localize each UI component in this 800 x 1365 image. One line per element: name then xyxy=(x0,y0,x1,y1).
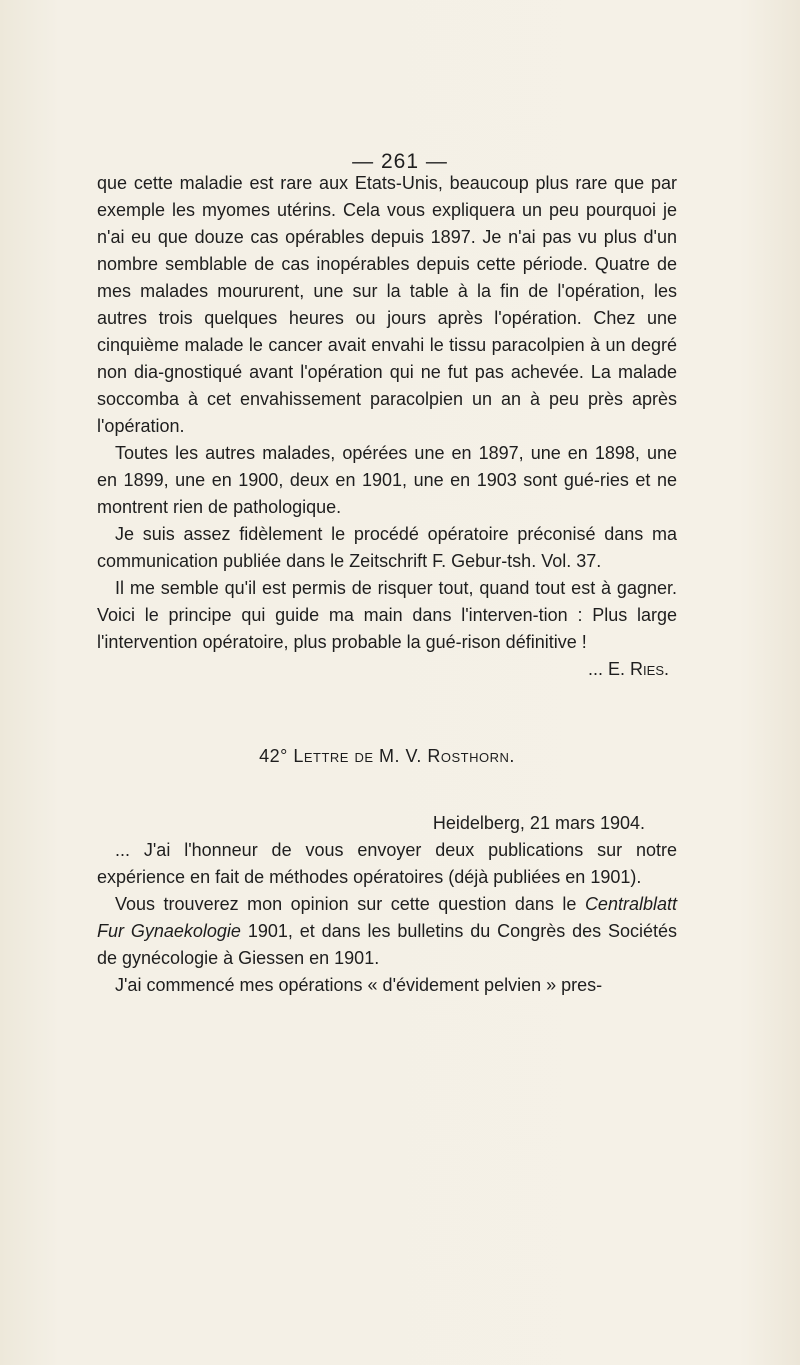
rosthorn-paragraph-3: J'ai commencé mes opérations « d'évidement pelvien » pres- xyxy=(115,975,603,995)
ries-paragraph-2: Toutes les autres malades, opérées une en 1897, une en 1898, une en 1899, une en 1900, deux en 1901, une en 1903 sont gué-ries et ne montrent rien de pathologique. xyxy=(97,443,677,517)
rosthorn-dateline: Heidelberg, 21 mars 1904. xyxy=(432,813,645,833)
rosthorn-paragraph-2 xyxy=(97,891,677,972)
rosthorn-paragraph-1: ... J'ai l'honneur de vous envoyer deux publications sur notre expérience en fait de méthodes opératoires (déjà publiées en 1901). xyxy=(97,840,677,887)
rosthorn-letter-heading: 42° Lettre de M. V. Rosthorn. xyxy=(259,746,515,766)
rosthorn-paragraph-2-rest: 1901, et dans les bulletins du Congrès des Sociétés de gynécologie à Giessen en 1901. xyxy=(97,921,678,968)
ries-paragraph-1: que cette maladie est rare aux Etats-Unis, beaucoup plus rare que par exemple les myomes utérins. Cela vous expliquera un peu pourquoi je n'ai eu que douze cas opérables depuis 1897. Je n'ai pas vu plus d'un nombre semblable de cas inopérables depuis cette période. Quatre de mes malades moururent, une sur la table à la fin de l'opération, les autres trois quelques heures ou jours après l'opération. Chez une cinquième malade le cancer avait envahi le tissu paracolpien à un degré non dia-gnostiqué avant l'opération qui ne fut pas achevée. La malade soccomba à cet envahissement paracolpien un an à peu près après l'opération. xyxy=(97,173,677,436)
ries-signature: ... E. Ries. xyxy=(588,659,669,679)
page-number: — 261 — xyxy=(352,150,448,173)
journal-title: Centralblatt Fur Gynaekologie xyxy=(97,894,677,941)
ries-paragraph-3: Je suis assez fidèlement le procédé opératoire préconisé dans ma communication publiée dans le Zeitschrift F. Gebur-tsh. Vol. 37. xyxy=(97,524,677,571)
page-body xyxy=(97,170,677,999)
rosthorn-paragraph-2-lead: Vous trouverez mon opinion sur cette question dans le xyxy=(115,894,585,914)
ries-paragraph-4: Il me semble qu'il est permis de risquer tout, quand tout est à gagner. Voici le principe qui guide ma main dans l'interven-tion : Plus large l'intervention opératoire, plus probable la gué-rison définitive ! xyxy=(97,578,677,652)
